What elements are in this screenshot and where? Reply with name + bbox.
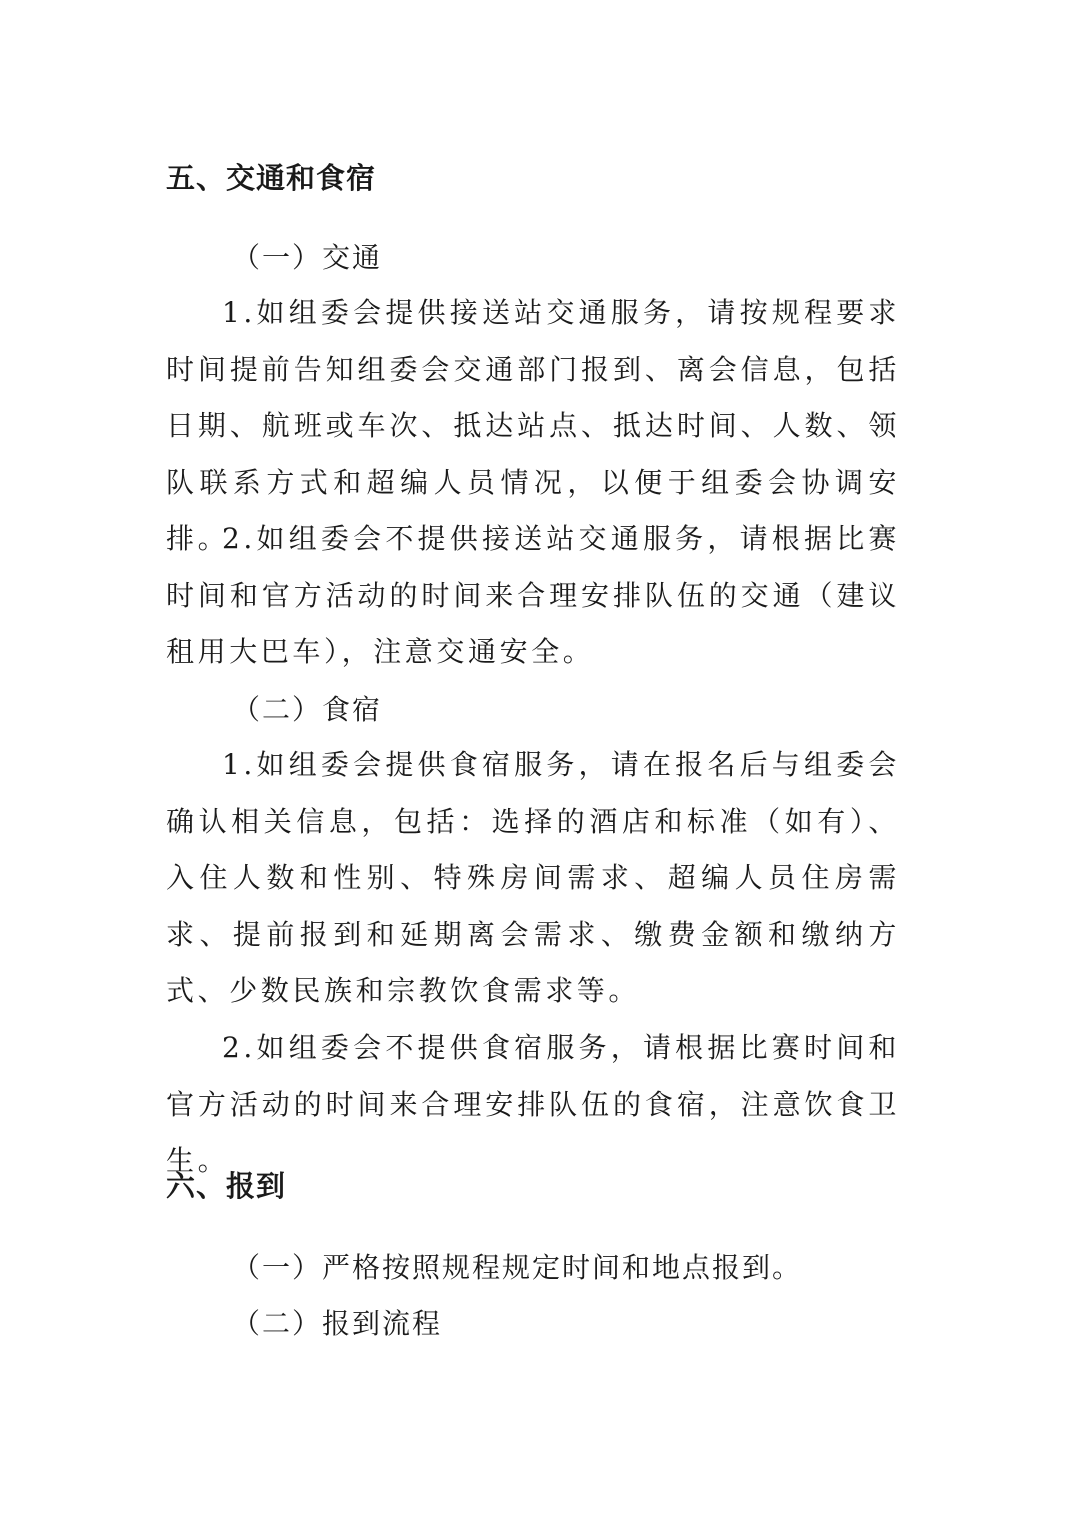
subsection-heading-accommodation: （二）食宿	[232, 693, 383, 726]
accommodation-item-1: 1.如组委会提供食宿服务，请在报名后与组委会确认相关信息，包括：选择的酒店和标准（如有）、入住人数和性别、特殊房间需求、超编人员住房需求、提前报到和延期离会需求、缴费金额和缴纳方式、少数民族和宗教饮食需求等。	[166, 748, 900, 1007]
section-heading-registration: 六、报到	[166, 1169, 287, 1203]
registration-item-1: （一）严格按照规程规定时间和地点报到。	[232, 1251, 803, 1284]
registration-item-2: （二）报到流程	[232, 1307, 443, 1340]
transport-item-1: 1.如组委会提供接送站交通服务，请按规程要求时间提前告知组委会交通部门报到、离会信息，包括日期、航班或车次、抵达站点、抵达时间、人数、领队联系方式和超编人员情况，以便于组委会协调安排。	[166, 296, 900, 555]
transport-item-2: 2.如组委会不提供接送站交通服务，请根据比赛时间和官方活动的时间来合理安排队伍的交通（建议租用大巴车），注意交通安全。	[166, 522, 900, 668]
accommodation-item-2: 2.如组委会不提供食宿服务，请根据比赛时间和官方活动的时间来合理安排队伍的食宿，注意饮食卫生。	[166, 1031, 900, 1177]
subsection-heading-transport: （一）交通	[232, 241, 383, 274]
section-heading-transport-accommodation: 五、交通和食宿	[166, 161, 377, 195]
